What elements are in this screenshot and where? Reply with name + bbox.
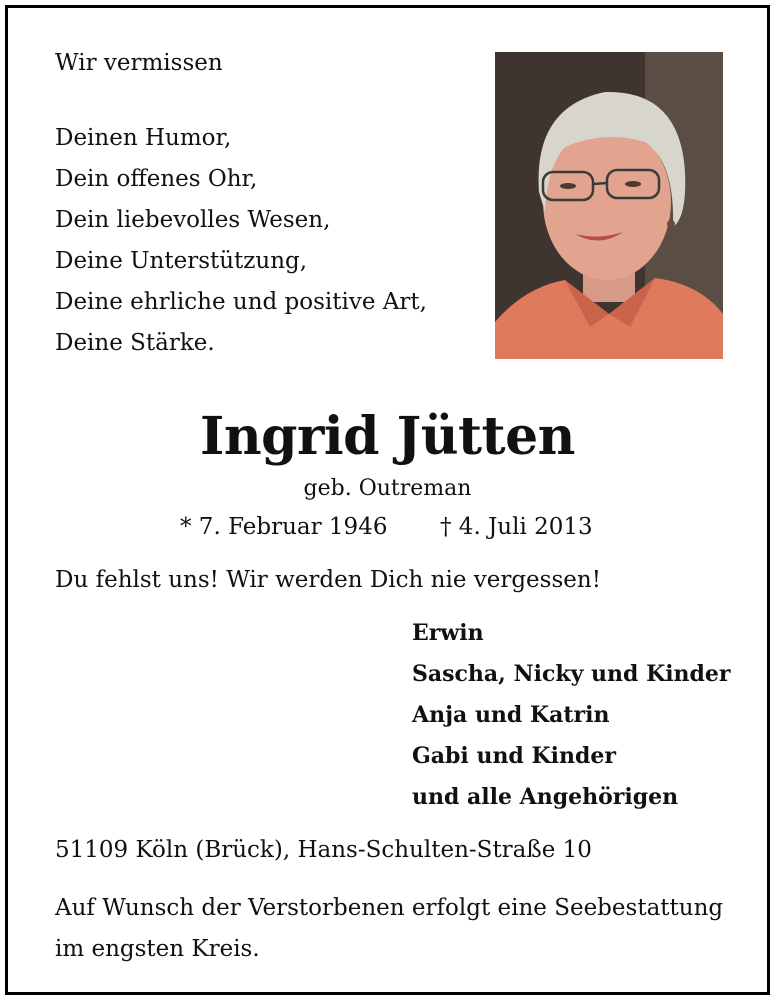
quality-line: Deinen Humor, bbox=[55, 125, 232, 151]
deceased-name: Ingrid Jütten bbox=[200, 406, 575, 467]
mourner-line: Anja und Katrin bbox=[412, 702, 610, 728]
quality-line: Deine ehrliche und positive Art, bbox=[55, 289, 427, 315]
quality-line: Deine Stärke. bbox=[55, 330, 215, 356]
mourner-line: und alle Angehörigen bbox=[412, 784, 679, 810]
mourner-line: Gabi und Kinder bbox=[412, 743, 616, 769]
portrait-photo bbox=[495, 52, 723, 359]
intro-text: Wir vermissen bbox=[55, 50, 223, 76]
address: 51109 Köln (Brück), Hans-Schulten-Straße 10 bbox=[55, 837, 592, 863]
farewell-text: Du fehlst uns! Wir werden Dich nie vergessen! bbox=[55, 567, 601, 593]
death-date: † 4. Juli 2013 bbox=[440, 514, 593, 540]
mourner-line: Sascha, Nicky und Kinder bbox=[412, 661, 731, 687]
quality-line: Dein offenes Ohr, bbox=[55, 166, 258, 192]
quality-line: Deine Unterstützung, bbox=[55, 248, 308, 274]
obituary-card bbox=[5, 5, 770, 995]
qualities-list bbox=[55, 118, 427, 364]
mourners-list bbox=[412, 613, 731, 818]
quality-line: Dein liebevolles Wesen, bbox=[55, 207, 331, 233]
maiden-name: geb. Outreman bbox=[303, 476, 472, 501]
birth-date: * 7. Februar 1946 bbox=[180, 514, 388, 540]
burial-note: Auf Wunsch der Verstorbenen erfolgt eine Seebestattung im engsten Kreis. bbox=[55, 895, 724, 962]
mourner-line: Erwin bbox=[412, 620, 484, 646]
